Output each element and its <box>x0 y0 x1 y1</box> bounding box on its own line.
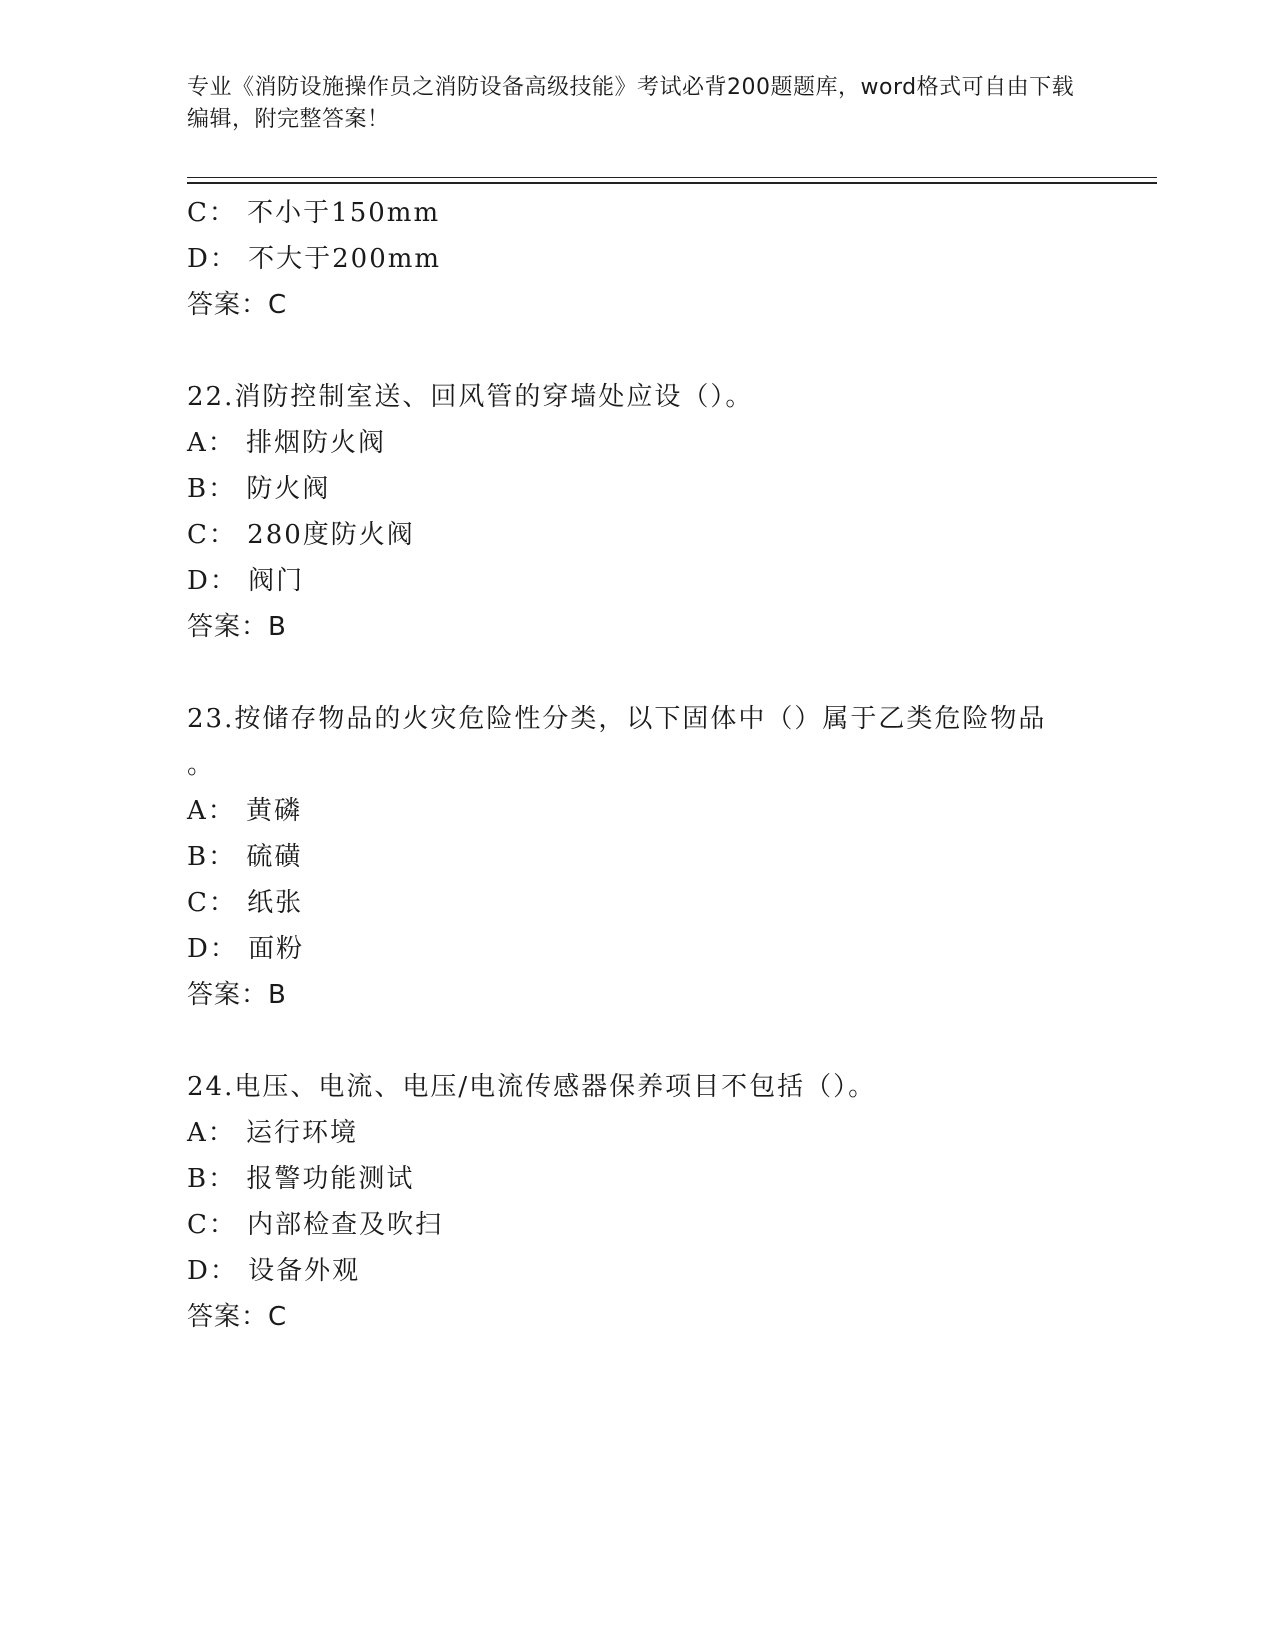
question-24 <box>187 1064 1087 1340</box>
option-b: B： 防火阀 <box>187 474 331 504</box>
document-header: 专业《消防设施操作员之消防设备高级技能》考试必背200题题库，word格式可自由下载编辑，附完整答案！ <box>187 75 1075 132</box>
option-c: C： 不小于150mm <box>187 198 441 228</box>
question-list <box>187 190 1087 1340</box>
option-d: D： 设备外观 <box>187 1256 361 1286</box>
option-a: A： 排烟防火阀 <box>187 428 387 458</box>
spacer <box>187 650 1087 696</box>
option-d: D： 面粉 <box>187 934 305 964</box>
spacer <box>187 1018 1087 1064</box>
option-d: D： 不大于200mm <box>187 244 442 274</box>
option-a: A： 黄磷 <box>187 796 303 826</box>
option-a: A： 运行环境 <box>187 1118 359 1148</box>
header-divider-thick <box>187 182 1157 184</box>
question-stem: 23.按储存物品的火灾危险性分类，以下固体中（）属于乙类危险物品 <box>187 704 1047 734</box>
spacer <box>187 328 1087 374</box>
question-stem: 22.消防控制室送、回风管的穿墙处应设（）。 <box>187 382 754 412</box>
question-23 <box>187 696 1087 1018</box>
option-c: C： 内部检查及吹扫 <box>187 1210 444 1240</box>
question-21-tail <box>187 190 1087 328</box>
answer: 答案：B <box>187 612 287 642</box>
option-c: C： 280度防火阀 <box>187 520 415 550</box>
question-stem-continuation: 。 <box>187 750 216 780</box>
answer: 答案：C <box>187 290 288 320</box>
option-b: B： 硫磺 <box>187 842 303 872</box>
option-c: C： 纸张 <box>187 888 304 918</box>
header-divider-thin <box>187 177 1157 178</box>
answer: 答案：B <box>187 980 287 1010</box>
question-stem: 24.电压、电流、电压/电流传感器保养项目不包括（）。 <box>187 1072 877 1102</box>
option-d: D： 阀门 <box>187 566 305 596</box>
answer: 答案：C <box>187 1302 288 1332</box>
option-b: B： 报警功能测试 <box>187 1164 415 1194</box>
question-22 <box>187 374 1087 650</box>
